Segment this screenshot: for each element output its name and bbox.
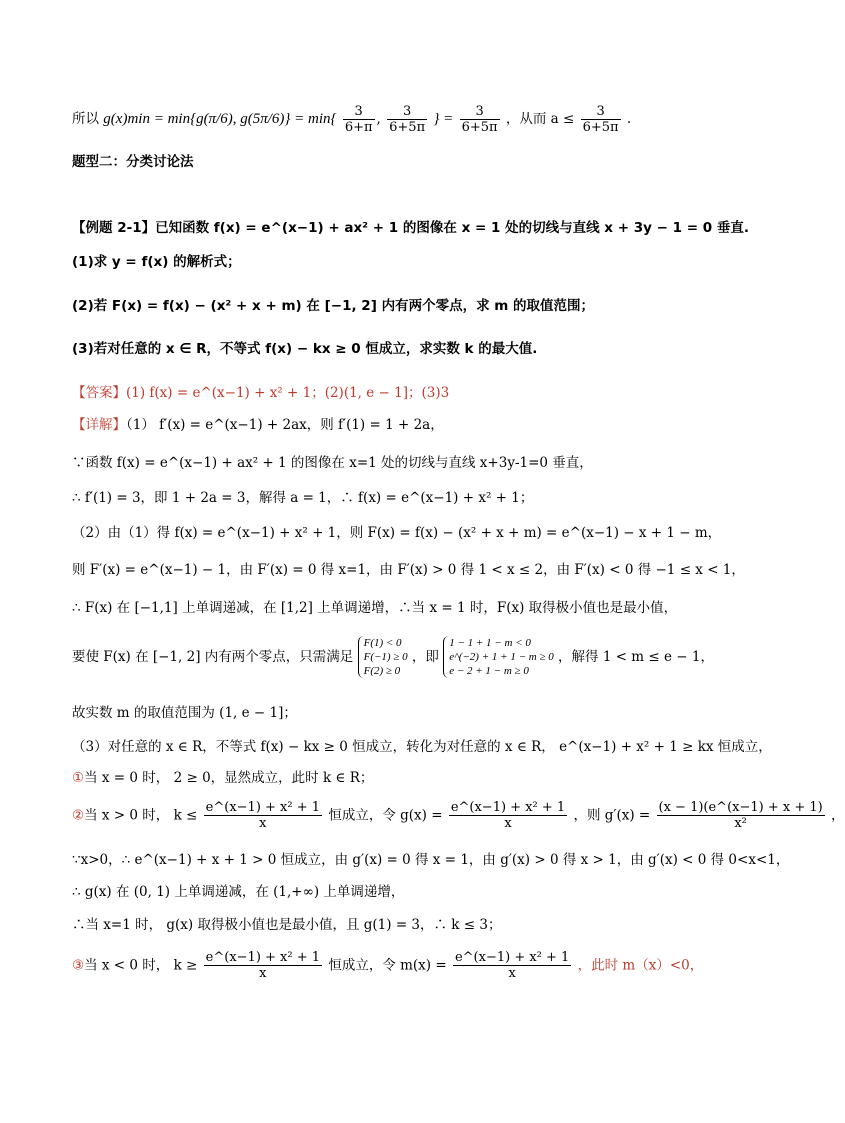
example-text: 已知函数 f(x) = e^(x−1) + ax² + 1 的图像在 x = 1 处的切线与直线 x + 3y − 1 = 0 垂直. — [155, 220, 749, 236]
case-3 — [72, 950, 734, 990]
text: . — [626, 111, 632, 127]
solution-step-3: （2）由（1）得 f(x) = e^(x−1) + x² + 1，则 F(x) = f(x) − (x² + x + m) = e^(x−1) − x + 1 − m， — [72, 525, 722, 541]
case-2 — [72, 800, 845, 840]
solution-step-1: ∵函数 f(x) = e^(x−1) + ax² + 1 的图像在 x=1 处的切线与直线 x+3y-1=0 垂直， — [72, 455, 593, 471]
fraction: $\frac{3}{6+5\pi}$ — [582, 104, 619, 135]
detail-text: （1） f′(x) = e^(x−1) + 2ax，则 f′(1) = 1 + 2a， — [126, 417, 444, 433]
text: ，从而 a ≤ — [505, 111, 575, 127]
detail-line — [72, 415, 734, 435]
text: ， — [831, 807, 845, 824]
text: 当 x < 0 时， k ≥ — [84, 957, 198, 974]
fraction: $\frac{(x - 1)(e\^{}(x-1) + x + 1)}{\text{x²}}$ — [658, 800, 823, 831]
formula: g(x)min = min{g(π/6), g(5π/6)} = min{ — [103, 111, 337, 127]
detail-label: 【详解】 — [72, 417, 126, 433]
solution-step-9: ∵x>0，∴ e^(x−1) + x + 1 > 0 恒成立，由 g′(x) = 0 得 x = 1，由 g′(x) > 0 得 x > 1，由 g′(x) < 0 得 0<x<1， — [72, 852, 790, 868]
solution-step-5: ∴ F(x) 在 [−1,1] 上单调递减，在 [1,2] 上单调递增，∴当 x = 1 时，F(x) 取得极小值也是最小值， — [72, 600, 678, 616]
fraction: $\frac{3}{6+5\pi}$ — [389, 104, 426, 135]
section-heading: 题型二：分类讨论法 — [72, 154, 194, 170]
text: ，即 — [411, 649, 439, 665]
solution-step-6 — [72, 636, 734, 688]
answer-line — [72, 383, 734, 403]
text: ，此时 m（x）<0， — [577, 957, 704, 974]
solution-step-4: 则 F′(x) = e^(x−1) − 1，由 F′(x) = 0 得 x=1，由 F′(x) > 0 得 1 < x ≤ 2，由 F′(x) < 0 得 −1 ≤ x < 1， — [72, 562, 745, 578]
text: 恒成立，令 m(x) = — [328, 957, 447, 974]
fraction: $\frac{\text{e\textasciicircum{}(x−1) + x² + 1}}{x}$ — [205, 800, 321, 831]
text: 要使 F(x) 在 [−1, 2] 内有两个零点，只需满足 — [72, 649, 354, 665]
formula: } = — [433, 111, 454, 127]
fraction: $\frac{\text{e\textasciicircum{}(x−1) + x² + 1}}{x}$ — [205, 950, 321, 981]
solution-step-10: ∴ g(x) 在 (0, 1) 上单调递减，在 (1,+∞) 上单调递增， — [72, 884, 405, 900]
inequality-system-1: F(1) < 0 F(−1) ≥ 0 F(2) ≥ 0 — [358, 636, 408, 678]
line-min-value: 所以 g(x)min = min{g(π/6), g(5π/6)} = min{ $\frac{3}{6+\pi}$ , $\frac{3}{6+5\pi}$ } = $\frac{3}{6+5\pi}$ ，从而 a ≤ $\frac{3}{6+5\pi}$ . — [72, 104, 632, 135]
question-1: (1)求 y = f(x) 的解析式； — [72, 254, 241, 270]
inequality-system-2: 1 − 1 + 1 − m < 0 e^(−2) + 1 + 1 − m ≥ 0 e − 2 + 1 − m ≥ 0 — [443, 636, 554, 678]
question-2: (2)若 F(x) = f(x) − (x² + x + m) 在 [−1, 2] 内有两个零点，求 m 的取值范围； — [72, 298, 595, 314]
text: 当 x > 0 时， k ≤ — [84, 807, 198, 824]
case-marker: ① — [72, 770, 85, 786]
fraction: $\frac{\text{e\textasciicircum{}(x−1) + x² + 1}}{x}$ — [450, 800, 566, 831]
case-marker: ③ — [72, 957, 85, 974]
question-3: (3)若对任意的 x ∈ R，不等式 f(x) − kx ≥ 0 恒成立，求实数 k 的最大值. — [72, 341, 538, 357]
example-label: 【例题 2-1】 — [72, 220, 156, 236]
case-marker: ② — [72, 807, 85, 824]
example-statement — [72, 218, 749, 238]
text: 所以 — [72, 111, 99, 127]
answer-text: (1) f(x) = e^(x−1) + x² + 1；(2)(1, e − 1]；(3)3 — [126, 385, 450, 401]
solution-step-11: ∴当 x=1 时， g(x) 取得极小值也是最小值，且 g(1) = 3，∴ k ≤ 3； — [72, 917, 502, 933]
text: 当 x = 0 时， 2 ≥ 0，显然成立，此时 k ∈ R； — [84, 770, 374, 786]
fraction: $\frac{\text{e\textasciicircum{}(x−1) + x² + 1}}{x}$ — [454, 950, 570, 981]
solution-step-8: （3）对任意的 x ∈ R，不等式 f(x) − kx ≥ 0 恒成立，转化为对任意的 x ∈ R， e^(x−1) + x² + 1 ≥ kx 恒成立， — [72, 739, 772, 755]
case-1 — [72, 768, 734, 788]
text: ，则 g′(x) = — [573, 807, 651, 824]
solution-step-7: 故实数 m 的取值范围为 (1, e − 1]； — [72, 705, 297, 721]
text: 恒成立，令 g(x) = — [328, 807, 443, 824]
fraction: $\frac{3}{6+5\pi}$ — [461, 104, 498, 135]
fraction: $\frac{3}{6+\pi}$ — [344, 104, 373, 135]
text: ，解得 1 < m ≤ e − 1， — [558, 649, 714, 665]
answer-label: 【答案】 — [72, 385, 126, 401]
solution-step-2: ∴ f′(1) = 3，即 1 + 2a = 3，解得 a = 1，∴ f(x) = e^(x−1) + x² + 1； — [72, 490, 534, 506]
